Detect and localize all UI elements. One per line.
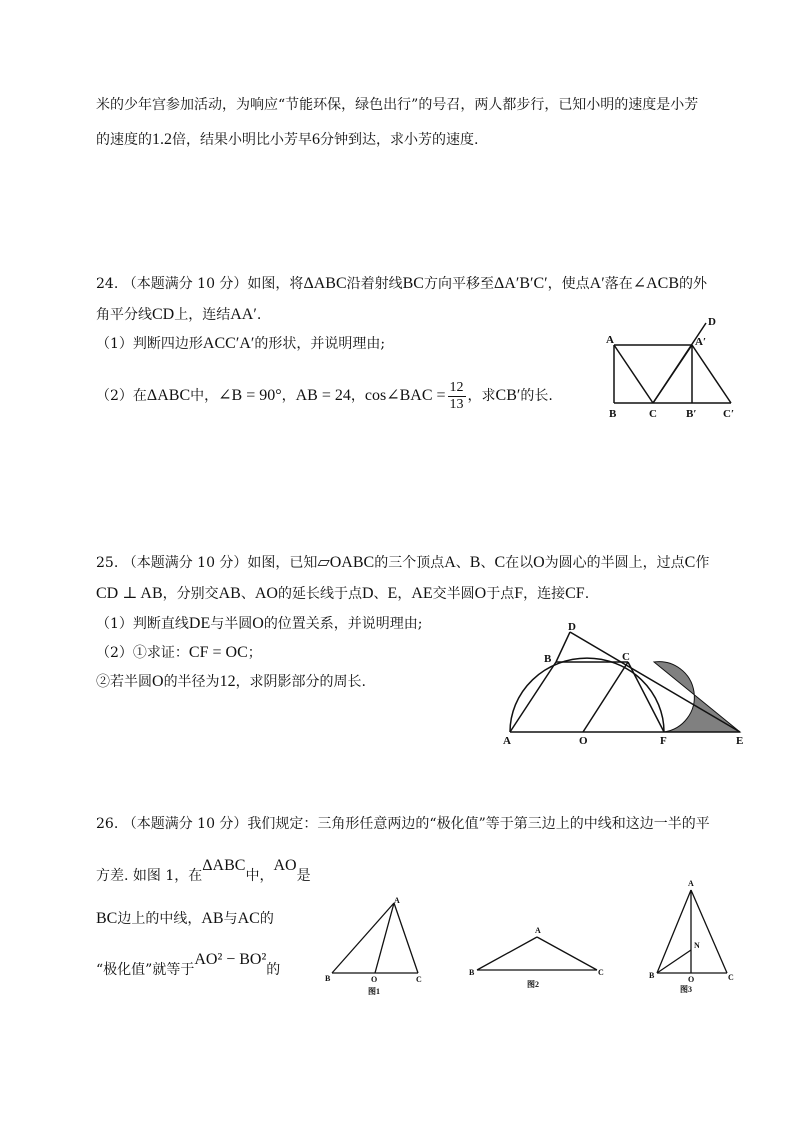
label-b: B (609, 408, 617, 420)
q25-text: 、 (455, 555, 470, 571)
q26-line4 (96, 951, 281, 980)
q24-math: BC (402, 275, 424, 292)
q26-math: AO (273, 857, 297, 874)
label-b: B (469, 968, 475, 977)
figure-caption: 图1 (368, 987, 380, 996)
q26-math: ΔABC (202, 857, 246, 874)
q25-header: 25. （本题满分 10 分）如图，已知 (96, 555, 318, 571)
q26-math: BC (96, 910, 118, 927)
q26-text: 边上的中线， (117, 911, 202, 927)
q24-math: A′ (589, 275, 605, 292)
label-c: C (598, 968, 604, 977)
shaded-region (654, 662, 740, 732)
q23-line2 (96, 130, 478, 150)
fraction-denominator: 13 (449, 396, 464, 412)
q25-text: 作 (695, 555, 710, 571)
q25-text: 的位置关系，并说明理由; (263, 616, 423, 632)
label-o: O (579, 735, 588, 747)
q23-text: 分钟到达，求小芳的速度. (320, 132, 479, 148)
q24-math: AB = 24 (295, 387, 351, 404)
q25-text: ，求阴影部分的周长. (235, 674, 367, 690)
q26-text: 是 (296, 868, 311, 884)
q24-text: 方向平移至 (423, 276, 494, 292)
label-d: D (708, 316, 716, 328)
q24-line1 (96, 274, 707, 294)
q24-text: ， (281, 388, 296, 404)
label-a: A (503, 735, 511, 747)
q24-fraction (448, 380, 466, 413)
q23-text: 倍，结果小明比小芳早 (172, 132, 312, 148)
q25-text: 的三个顶点 (374, 555, 445, 571)
label-a: A (688, 879, 694, 888)
q25-math: D (361, 585, 374, 602)
q24-part1 (96, 334, 385, 354)
q24-text: 上，连结 (174, 307, 231, 323)
q25-text: 的半径为 (163, 674, 220, 690)
q26-text: 方差. 如图 1，在 (96, 868, 203, 884)
q26-figure-1 (320, 893, 440, 998)
q26-line2 (96, 857, 311, 886)
q26-line1 (96, 814, 710, 834)
q24-math: CD (152, 306, 175, 323)
q26-text: 中， (245, 868, 274, 884)
q25-text: 在以 (505, 555, 534, 571)
q24-math: ΔABC (303, 275, 347, 292)
figure-caption: 图2 (527, 980, 539, 989)
label-b: B (649, 971, 655, 980)
q24-text: ，使点 (547, 276, 590, 292)
q25-text: 交半圆 (432, 586, 475, 602)
q25-math: DE (188, 615, 211, 632)
label-b: B (544, 653, 552, 665)
q24-line2 (96, 305, 261, 325)
label-a: A (394, 896, 400, 905)
q24-math: ∠B = 90° (218, 387, 282, 404)
q24-math: CB′ (495, 387, 521, 404)
q25-text: ，连接 (523, 586, 566, 602)
q23-ratio: 1.2 (152, 131, 172, 148)
q26-figure-3 (645, 878, 745, 998)
q24-text: （2）在 (96, 388, 147, 404)
q25-part2 (96, 643, 262, 663)
q24-text: 落在 (604, 276, 633, 292)
q26-text: “极化值”就等于 (96, 962, 195, 978)
q25-text: 、 (240, 586, 255, 602)
q25-line1 (96, 553, 709, 573)
q25-math: O (474, 585, 487, 602)
q25-math: E (387, 585, 398, 602)
label-b: B (325, 974, 331, 983)
q24-math: ΔABC (146, 387, 191, 404)
q25-text: . (584, 586, 590, 602)
q26-math: AB (201, 910, 224, 927)
label-c: C (728, 973, 734, 982)
label-e: E (736, 735, 744, 747)
q24-text: ，求 (467, 388, 496, 404)
q25-math: ▱OABC (317, 554, 375, 571)
q25-math: C (494, 554, 506, 571)
q25-text: （1）判断直线 (96, 616, 189, 632)
label-c-prime: C′ (723, 408, 735, 420)
q25-text: ， (397, 586, 412, 602)
q24-math: ACC′A′ (202, 335, 255, 352)
label-f: F (660, 735, 667, 747)
q24-text: 的长. (520, 388, 553, 404)
q24-part2 (96, 378, 553, 414)
q24-text: . (256, 307, 262, 323)
label-o: O (688, 975, 695, 984)
q25-figure (500, 620, 760, 750)
label-n: N (694, 941, 700, 950)
q25-text: 于点 (486, 586, 515, 602)
q23-line1 (96, 95, 698, 115)
q26-text: 的 (266, 962, 281, 978)
q23-text: 米的少年宫参加活动，为响应“节能环保，绿色出行”的号召，两人都步行，已知小明的速度是小芳 (96, 97, 699, 113)
q25-part1 (96, 614, 423, 634)
label-a-prime: A′ (695, 336, 707, 348)
q25-text: ，分别交 (162, 586, 219, 602)
q24-text: 角平分线 (96, 307, 152, 323)
q25-text: 、 (373, 586, 388, 602)
q24-text: 的形状，并说明理由; (254, 336, 386, 352)
q25-math: O (252, 615, 264, 632)
q24-math: AA′ (230, 306, 257, 323)
q25-math: O (152, 673, 164, 690)
label-a: A (535, 926, 541, 935)
q25-part3 (96, 672, 366, 692)
q24-figure (596, 315, 776, 425)
q25-math: CF = OC (188, 644, 248, 661)
q26-text: 的 (259, 911, 274, 927)
q24-text: 沿着射线 (346, 276, 403, 292)
q25-math: B (469, 554, 481, 571)
q24-text: 的外 (679, 276, 708, 292)
q24-math: ∠ACB (632, 275, 680, 292)
q25-math: A (444, 554, 456, 571)
q24-text: 中， (190, 388, 219, 404)
q25-text: 、 (480, 555, 495, 571)
q24-text: （1）判断四边形 (96, 336, 203, 352)
q26-text: 26. （本题满分 10 分）我们规定：三角形任意两边的“极化值”等于第三边上的中线和这边一半的平 (96, 816, 710, 832)
fraction-numerator: 12 (449, 379, 464, 395)
q25-math: 12 (219, 673, 236, 690)
q25-line2 (96, 584, 589, 604)
q25-math: CF (565, 585, 585, 602)
q25-text: ； (247, 645, 262, 661)
label-c: C (622, 651, 630, 663)
q26-math: AC (237, 910, 260, 927)
q25-math: O (533, 554, 545, 571)
label-c: C (649, 408, 657, 420)
q25-text: 的延长线于点 (277, 586, 362, 602)
q25-text: 为圆心的半圆上，过点 (544, 555, 685, 571)
q24-math: ΔA′B′C′ (493, 275, 548, 292)
label-o: O (371, 975, 378, 984)
q25-text: 与半圆 (210, 616, 253, 632)
q24-text: ， (350, 388, 365, 404)
q25-math: AO (254, 585, 278, 602)
figure-caption: 图3 (680, 985, 692, 994)
q23-text: 的速度的 (96, 132, 152, 148)
q23-minutes: 6 (312, 131, 320, 148)
q25-text: （2）①求证： (96, 645, 189, 661)
q25-math: AE (411, 585, 433, 602)
q26-text: 与 (223, 911, 238, 927)
q26-figure-2 (465, 922, 615, 992)
q25-math: AB (218, 585, 241, 602)
q24-header: 24. （本题满分 10 分）如图，将 (96, 276, 304, 292)
q26-line3 (96, 909, 274, 929)
q25-math: CD ⊥ AB (96, 585, 163, 602)
label-d: D (568, 621, 576, 633)
q25-text: ②若半圆 (96, 674, 152, 690)
q24-math: cos∠BAC = (364, 387, 446, 404)
label-a: A (606, 334, 614, 346)
q25-math: C (684, 554, 696, 571)
q26-math: AO² − BO² (194, 951, 267, 968)
label-b-prime: B′ (686, 408, 697, 420)
label-c: C (416, 975, 422, 984)
q25-math: F (514, 585, 524, 602)
